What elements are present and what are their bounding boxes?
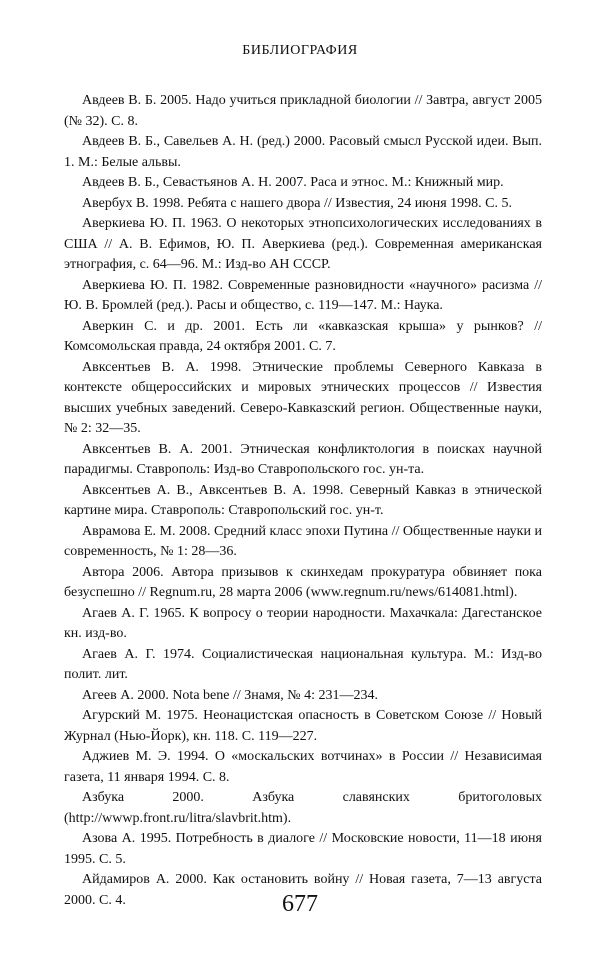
running-header: БИБЛИОГРАФИЯ [242, 43, 358, 58]
bibliography-entry: Автора 2006. Автора призывов к скинхедам прокуратура обвиняет пока безуспешно // Regnum.ru, 28 марта 2006 (www.regnum.ru/news/614081.html). [64, 564, 542, 600]
bibliography-entry: Аврамова Е. М. 2008. Средний класс эпохи Путина // Общественные науки и современность, № 1: 28—36. [64, 523, 542, 559]
bibliography-entry: Аверкиева Ю. П. 1982. Современные разновидности «научного» расизма // Ю. В. Бромлей (ред.). Расы и общество, с. 119—147. М.: Наука. [64, 277, 542, 313]
bibliography-entry: Авксентьев В. А. 2001. Этническая конфликтология в поисках научной парадигмы. Ставрополь: Изд-во Ставропольского гос. ун-та. [64, 441, 542, 477]
page-number: 677 [282, 891, 318, 917]
bibliography-entry: Авдеев В. Б., Савельев А. Н. (ред.) 2000. Расовый смысл Русской идеи. Вып. 1. М.: Белые альвы. [64, 134, 542, 170]
bibliography-entry: Авксентьев А. В., Авксентьев В. А. 1998. Северный Кавказ в этнической картине мира. Ставрополь: Ставропольский гос. ун-т. [64, 482, 542, 518]
bibliography-entry: Авксентьев В. А. 1998. Этнические проблемы Северного Кавказа в контексте общероссийских и мировых этнических процессов // Известия высших учебных заведений. Северо-Кавказский регион. Общественные науки, № 2: 32—35. [64, 359, 542, 436]
bibliography-entry: Авербух В. 1998. Ребята с нашего двора // Известия, 24 июня 1998. С. 5. [82, 195, 512, 211]
bibliography-entry: Аджиев М. Э. 1994. О «москальских вотчинах» в России // Независимая газета, 11 января 1994. С. 8. [64, 749, 542, 785]
bibliography-entry: Авдеев В. Б., Севастьянов А. Н. 2007. Раса и этнос. М.: Книжный мир. [82, 175, 504, 190]
bibliography-list [64, 91, 542, 911]
bibliography-entry: Агурский М. 1975. Неонацистская опасность в Советском Союзе // Новый Журнал (Нью-Йорк), кн. 118. С. 119—227. [64, 708, 542, 744]
bibliography-entry: Аверкиева Ю. П. 1963. О некоторых этнопсихологических исследованиях в США // А. В. Ефимов, Ю. П. Аверкиева (ред.). Современная американская этнография, с. 64—96. М.: Изд-во АН СССР. [64, 216, 542, 272]
bibliography-entry: Азова А. 1995. Потребность в диалоге // Московские новости, 11—18 июня 1995. С. 5. [64, 831, 542, 867]
bibliography-entry: Агаев А. Г. 1965. К вопросу о теории народности. Махачкала: Дагестанское кн. изд-во. [64, 605, 542, 641]
bibliography-entry: Азбука 2000. Азбука славянских бритоголовых (http://wwwp.front.ru/litra/slavbrit.htm). [64, 790, 542, 826]
bibliography-entry: Агеев А. 2000. Nota bene // Знамя, № 4: 231—234. [82, 687, 379, 703]
bibliography-entry: Авдеев В. Б. 2005. Надо учиться прикладной биологии // Завтра, август 2005 (№ 32). С. 8. [64, 93, 542, 129]
bibliography-entry: Агаев А. Г. 1974. Социалистическая национальная культура. М.: Изд-во полит. лит. [64, 646, 542, 682]
bibliography-entry: Айдамиров А. 2000. Как остановить войну // Новая газета, 7—13 августа 2000. С. 4. [64, 872, 542, 908]
bibliography-entry: Аверкин С. и др. 2001. Есть ли «кавказская крыша» у рынков? // Комсомольская правда, 24 октября 2001. С. 7. [64, 318, 542, 354]
